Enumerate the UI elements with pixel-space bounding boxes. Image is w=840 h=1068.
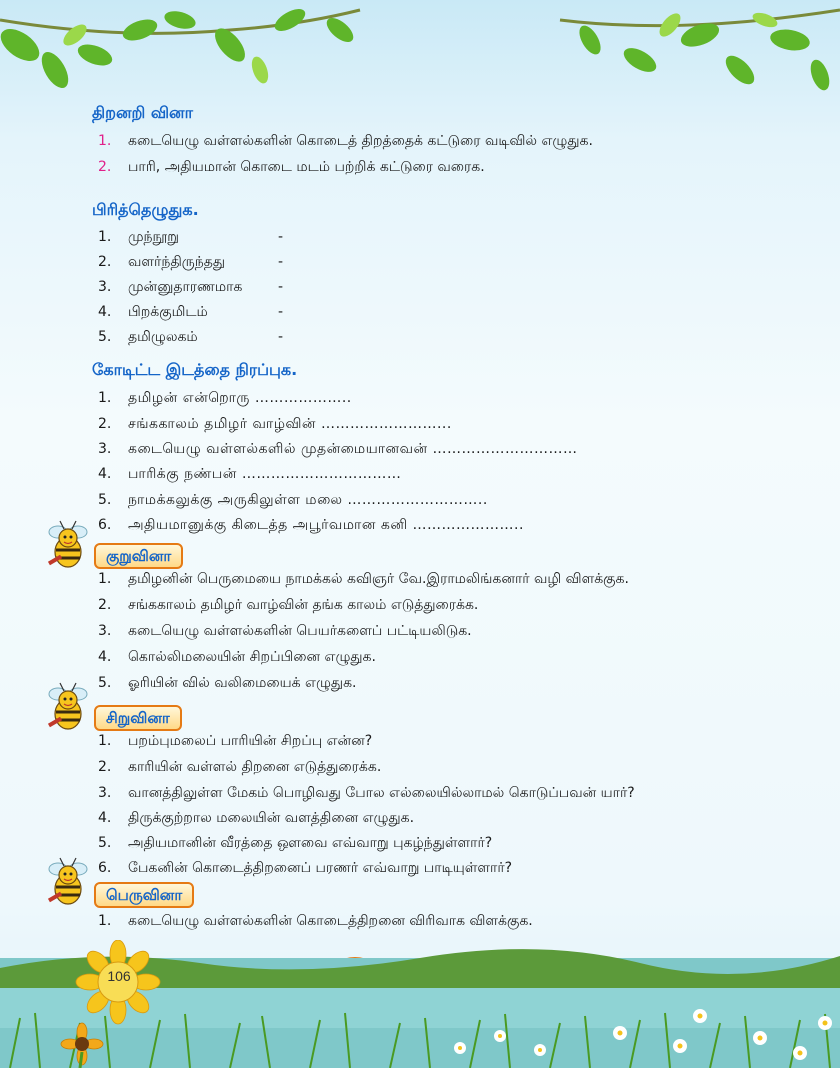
item-text: பறம்புமலைப் பாரியின் சிறப்பு என்ன? xyxy=(128,733,373,749)
item-text: சங்ககாலம் தமிழர் வாழ்வின் ……………………... xyxy=(128,416,452,432)
answer-dash: - xyxy=(278,329,284,345)
answer-dash: - xyxy=(278,304,284,320)
item-text: வளர்ந்திருந்தது xyxy=(128,254,226,270)
list-item xyxy=(98,515,524,535)
item-number: 6. xyxy=(98,517,112,533)
list-item xyxy=(98,414,452,434)
bee-icon xyxy=(44,680,92,736)
item-text: கொல்லிமலையின் சிறப்பினை எழுதுக. xyxy=(128,649,376,665)
item-number: 2. xyxy=(98,597,112,613)
list-item xyxy=(98,858,512,878)
list-item xyxy=(98,439,578,459)
item-number: 3. xyxy=(98,785,112,801)
item-text: திருக்குற்றால மலையின் வளத்தினை எழுதுக. xyxy=(128,810,415,826)
list-item xyxy=(98,647,376,667)
item-number: 2. xyxy=(98,159,112,175)
item-text: தமிழுலகம் xyxy=(128,329,198,345)
list-item xyxy=(98,621,472,641)
list-item xyxy=(98,757,381,777)
list-item xyxy=(98,673,356,693)
item-number: 1. xyxy=(98,133,112,149)
item-number: 1. xyxy=(98,229,112,245)
list-item xyxy=(98,731,372,751)
list-item xyxy=(98,833,492,853)
section-title-peru: பெருவினா xyxy=(94,882,194,908)
list-item xyxy=(98,388,352,408)
item-text: கடையெழு வள்ளல்களின் கொடைத்திறனை விரிவாக விளக்குக. xyxy=(128,913,533,929)
item-number: 1. xyxy=(98,390,112,406)
item-number: 4. xyxy=(98,304,112,320)
list-item xyxy=(98,595,478,615)
item-text: பிறக்குமிடம் xyxy=(128,304,208,320)
item-text: கடையெழு வள்ளல்களின் கொடைத் திறத்தைக் கட்டுரை வடிவில் எழுதுக. xyxy=(128,133,593,149)
list-item xyxy=(98,157,485,177)
item-number: 1. xyxy=(98,733,112,749)
item-number: 4. xyxy=(98,466,112,482)
list-item xyxy=(98,252,283,272)
list-item xyxy=(98,783,635,803)
page-number: 106 xyxy=(107,968,131,984)
item-number: 5. xyxy=(98,329,112,345)
item-text: நாமக்கலுக்கு அருகிலுள்ள மலை ……………………….. xyxy=(128,492,488,508)
item-text: பாரி, அதியமான் கொடை மடம் பற்றிக் கட்டுரை வரைக. xyxy=(128,159,485,175)
item-text: ஓரியின் வில் வலிமையைக் எழுதுக. xyxy=(128,675,357,691)
item-text: கடையெழு வள்ளல்களின் பெயர்களைப் பட்டியலிடுக. xyxy=(128,623,472,639)
item-number: 5. xyxy=(98,675,112,691)
item-text: கடையெழு வள்ளல்களில் முதன்மையானவன் ………………………… xyxy=(128,441,578,457)
item-number: 1. xyxy=(98,913,112,929)
sunflower-icon xyxy=(60,940,170,1068)
item-number: 3. xyxy=(98,441,112,457)
list-item xyxy=(98,569,629,589)
item-text: வானத்திலுள்ள மேகம் பொழிவது போல எல்லையில்லாமல் கொடுப்பவன் யார்? xyxy=(128,785,635,801)
item-number: 6. xyxy=(98,860,112,876)
item-text: முன்னுதாரணமாக xyxy=(128,279,243,295)
item-number: 4. xyxy=(98,649,112,665)
answer-dash: - xyxy=(278,254,284,270)
answer-dash: - xyxy=(278,229,284,245)
section-title-kodittu: கோடிட்ட இடத்தை நிரப்புக. xyxy=(92,360,298,379)
item-number: 2. xyxy=(98,759,112,775)
list-item xyxy=(98,808,414,828)
item-number: 5. xyxy=(98,492,112,508)
item-text: தமிழனின் பெருமையை நாமக்கல் கவிஞர் வே.இராமலிங்கனார் வழி விளக்குக. xyxy=(128,571,629,587)
item-number: 4. xyxy=(98,810,112,826)
item-text: பேகனின் கொடைத்திறனைப் பரணர் எவ்வாறு பாடியுள்ளார்? xyxy=(128,860,513,876)
section-title-pirithu: பிரித்தெழுதுக. xyxy=(92,200,199,219)
item-text: பாரிக்கு நண்பன் …………………………… xyxy=(128,466,402,482)
item-text: சங்ககாலம் தமிழர் வாழ்வின் தங்க காலம் எடுத்துரைக்க. xyxy=(128,597,479,613)
item-number: 3. xyxy=(98,623,112,639)
list-item xyxy=(98,277,283,297)
item-text: காரியின் வள்ளல் திறனை எடுத்துரைக்க. xyxy=(128,759,382,775)
list-item xyxy=(98,327,283,347)
list-item xyxy=(98,131,593,151)
item-number: 2. xyxy=(98,254,112,270)
list-item xyxy=(98,302,283,322)
item-number: 3. xyxy=(98,279,112,295)
section-title-siru: சிறுவினா xyxy=(94,705,182,731)
item-number: 1. xyxy=(98,571,112,587)
item-text: முந்நூறு xyxy=(128,229,179,245)
answer-dash: - xyxy=(278,279,284,295)
item-number: 2. xyxy=(98,416,112,432)
list-item xyxy=(98,227,283,247)
section-title-kuru: குறுவினா xyxy=(94,543,183,569)
item-text: தமிழன் என்றொரு ……………….. xyxy=(128,390,352,406)
list-item xyxy=(98,464,401,484)
leaves-decor xyxy=(0,0,840,110)
item-number: 5. xyxy=(98,835,112,851)
item-text: அதியமானின் வீரத்தை ஔவை எவ்வாறு புகழ்ந்துள்ளார்? xyxy=(128,835,493,851)
bee-icon xyxy=(44,855,92,911)
item-text: அதியமானுக்கு கிடைத்த அபூர்வமான கனி ………………….. xyxy=(128,517,524,533)
section-title-thiranari: திறனறி வினா xyxy=(92,103,193,122)
bee-icon xyxy=(44,518,92,574)
list-item xyxy=(98,490,488,510)
